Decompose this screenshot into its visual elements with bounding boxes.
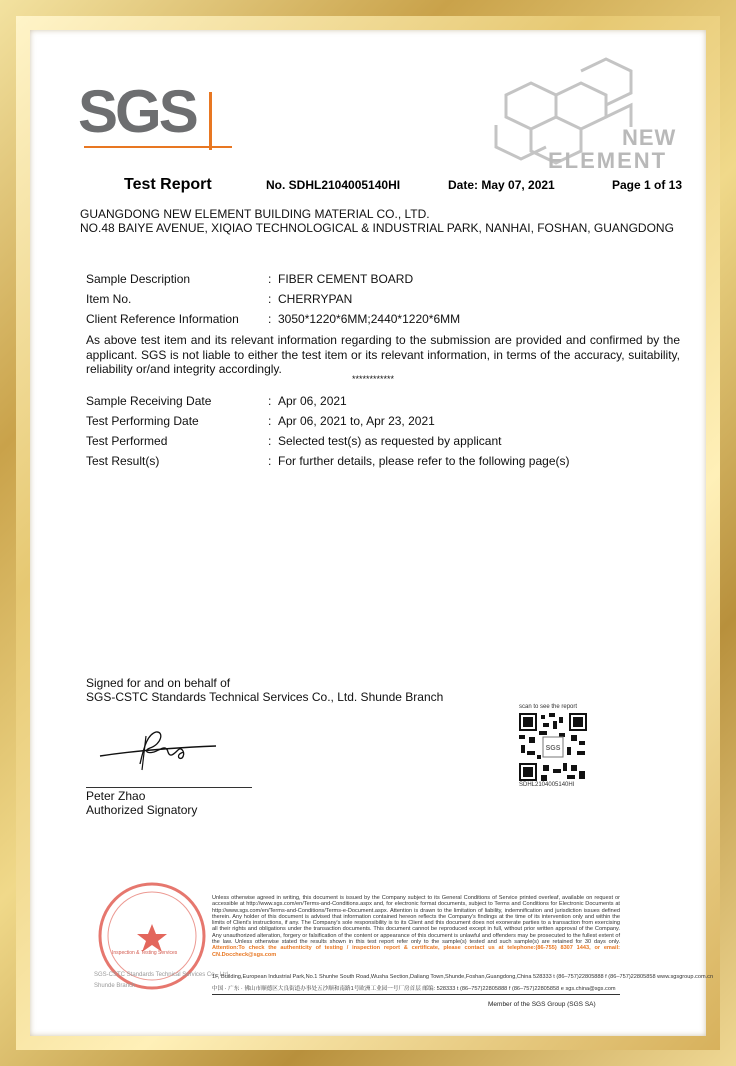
new-element-logo-text-line2: ELEMENT: [548, 148, 668, 173]
report-number: No. SDHL2104005140HI: [266, 178, 401, 192]
field-label-sample-description: Sample Description: [86, 272, 191, 286]
sgs-group-member: Member of the SGS Group (SGS SA): [488, 1001, 596, 1008]
sgs-logo: SGS: [78, 78, 196, 145]
page-indicator: Page 1 of 13: [612, 178, 683, 192]
separator-stars: ************: [352, 374, 395, 384]
field-value-test-results: For further details, please refer to the following page(s): [278, 454, 570, 468]
field-value-receiving-date: Apr 06, 2021: [278, 394, 347, 408]
field-colon: :: [268, 272, 272, 286]
field-colon: :: [268, 434, 272, 448]
sgs-logo-accent-vertical: [209, 92, 212, 150]
svg-text:SGS: SGS: [545, 745, 561, 752]
signing-company: SGS-CSTC Standards Technical Services Co., Ltd. Shunde Branch: [86, 690, 444, 704]
disclaimer-paragraph: As above test item and its relevant information regarding to the submission are provided and confirmed by the applicant. SGS is not liable to either the test item or its relevant information, in terms of the accuracy, suitability, reliability or/and integrity accordingly.: [86, 333, 680, 376]
footer-terms-text: Unless otherwise agreed in writing, this document is issued by the Company subject to its General Conditions of Service printed overleaf, available on request or accessible at http://www.sgs.com/en/Terms-and-Conditions.aspx and, for electronic format documents, subject to Terms and Conditions for Electronic Documents at http://www.sgs.com/en/Terms-and-Conditions/Terms-e-Document.aspx. Attention is drawn to the limitation of liability, indemnification and jurisdiction issues defined therein. Any holder of this document is advised that information contained hereon reflects the Company's findings at the time of its intervention only and within the limits of Client's instructions, if any. The Company's sole responsibility is to its Client and this document does not exonerate parties to a transaction from exercising all their rights and obligations under the transaction documents. This document cannot be reproduced except in full, without prior written approval of the Company. Any unauthorized alteration, forgery or falsification of the content or appearance of this document is unlawful and offenders may be prosecuted to the fullest extent of the law. Unless otherwise stated the results shown in this test report refer only to the sample(s) tested and such sample(s) are retained for 30 days only.: [212, 895, 620, 946]
client-address: NO.48 BAIYE AVENUE, XIQIAO TECHNOLOGICAL & INDUSTRIAL PARK, NANHAI, FOSHAN, GUANGDONG: [80, 221, 674, 235]
field-colon: :: [268, 454, 272, 468]
field-value-client-reference: 3050*1220*6MM;2440*1220*6MM: [278, 312, 461, 326]
field-label-item-no: Item No.: [86, 292, 132, 306]
seal-text: Inspection & Testing Services: [112, 950, 178, 956]
field-label-receiving-date: Sample Receiving Date: [86, 394, 212, 408]
qr-report-code: SDHL2104005140HI: [519, 782, 575, 788]
client-name: GUANGDONG NEW ELEMENT BUILDING MATERIAL CO., LTD.: [80, 207, 430, 221]
field-label-performing-date: Test Performing Date: [86, 414, 199, 428]
field-colon: :: [268, 394, 272, 408]
field-colon: :: [268, 312, 272, 326]
signatory-role: Authorized Signatory: [86, 803, 198, 817]
field-value-test-performed: Selected test(s) as requested by applicant: [278, 434, 502, 448]
new-element-logo-text-line1: NEW: [622, 125, 677, 150]
footer-attention: Attention:To check the authenticity of testing / inspection report & certificate, please contact us at telephone:(86-755) 8307 1443, or email: CN.Doccheck@sgs.com: [212, 945, 620, 958]
footer-rule: [212, 994, 620, 995]
qr-code-icon: [519, 713, 587, 781]
qr-caption: scan to see the report: [519, 704, 578, 710]
signatory-name: Peter Zhao: [86, 789, 146, 803]
report-title: Test Report: [124, 176, 212, 193]
field-colon: :: [268, 414, 272, 428]
seal-branch-text: Shunde Branch: [94, 983, 136, 989]
field-label-client-reference: Client Reference Information: [86, 312, 239, 326]
seal-company-text: SGS-CSTC Standards Technical Services Co., Ltd.: [94, 972, 230, 978]
report-date: Date: May 07, 2021: [448, 178, 555, 192]
field-value-item-no: CHERRYPAN: [278, 292, 353, 306]
field-value-sample-description: FIBER CEMENT BOARD: [278, 272, 414, 286]
field-colon: :: [268, 292, 272, 306]
sgs-logo-accent-horizontal: [84, 146, 232, 148]
handwritten-signature-icon: [96, 726, 222, 776]
field-label-test-performed: Test Performed: [86, 434, 168, 448]
footer-address-cn: 中国 · 广东 · 佛山市顺德区大良街道办事处五沙顺和南路1号欧洲工业园一号厂房首层 邮编: 528333 t (86–757)22805888 f (86–757)22805858 e sgs.china@sgs.com: [212, 986, 616, 992]
footer-terms: [212, 895, 620, 958]
field-label-test-results: Test Result(s): [86, 454, 160, 468]
footer-address-en: 1F, Building,European Industrial Park,No.1 Shunhe South Road,Wusha Section,Daliang Town,Shunde,Foshan,Guangdong,China 528333 t (86–757)22805888 f (86–757)22805858 www.sgsgroup.com.cn: [212, 974, 714, 980]
field-value-performing-date: Apr 06, 2021 to, Apr 23, 2021: [278, 414, 435, 428]
signature-line: [86, 787, 252, 788]
signed-on-behalf: Signed for and on behalf of: [86, 676, 231, 690]
